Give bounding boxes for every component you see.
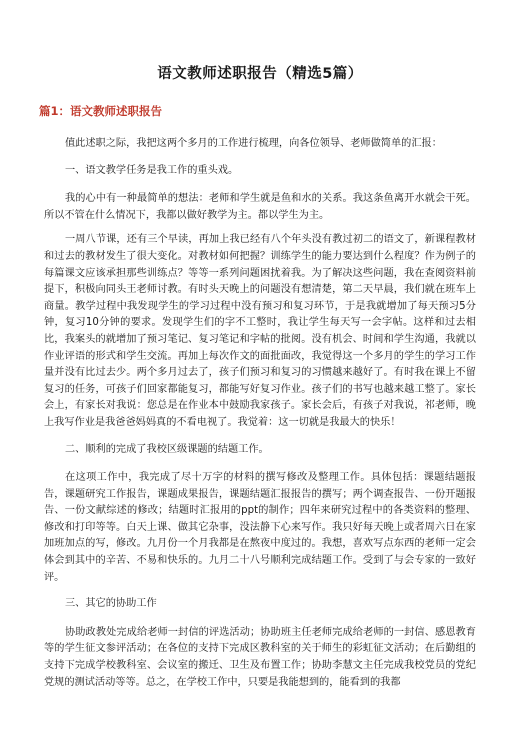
subheading-1: 一、语文教学任务是我工作的重头戏。 (65, 164, 239, 176)
body-paragraph-2: 一周八节课，还有三个早读，再加上我已经有八个年头没有教过初二的语文了，新课程教材和过去的教材发生了很大变化。对教材如何把握？训练学生的能力要达到什么程度？作为例子的每篇课文应该承担那些训练点？等等一系列问题困扰着我。为了解决这些问题，我在查阅资料前提下，积极向同头王老师讨教。有时头天晚上的问题没有想清楚，第二天早晨，我们就在班车上商量。教学过程中我发现学生的学习过程中没有预习和复习环节，于是我就增加了每天预习5分钟，复习10分钟的要求。发现学生们的字不工整时，我让学生每天写一会字帖。这样和过去相比，我案头的就增加了预习笔记、复习笔记和字帖的批阅。没有机会、时间和学生沟通，我就以作业评语的形式和学生交流。再加上每次作文的面批面改，我觉得这一个多月的学生的学习工作量并没有比过去少。两个多月过去了，孩子们预习和复习的习惯越来越好了。有时我在课上不留复习的任务，可孩子们回家都能复习，都能写好复习作业。孩子们的书写也越来越工整了。家长会上，有家长对我说：您总是在作业本中鼓励我家孩子。家长会后，有孩子对我说，祁老师，晚上我写作业是我爸爸妈妈真的不看电视了。我觉着：这一切就是我最大的快乐！ (44, 234, 476, 428)
section-heading: 篇1：语文教师述职报告 (39, 104, 163, 118)
intro-paragraph: 值此述职之际，我把这两个多月的工作进行梳理，向各位领导、老师做简单的汇报： (65, 138, 442, 149)
body-paragraph-1: 我的心中有一种最简单的想法：老师和学生就是鱼和水的关系。我这条鱼离开水就会干死。所以不管在什么情况下，我都以做好教学为主。都以学生为主。 (44, 193, 476, 221)
subheading-2: 二、顺利的完成了我校区级课题的结题工作。 (65, 443, 269, 455)
document-title: 语文教师述职报告（精选5篇） (157, 66, 363, 82)
body-paragraph-3: 在这项工作中，我完成了尽十万字的材料的撰写修改及整理工作。具体包括：课题结题报告，课题研究工作报告，课题成果报告，课题结题汇报报告的撰写；两个调查报告、一份开题报告、一份文献综述的修改；结题时汇报用的ppt的制作；四年来研究过程中的各类资料的整理、修改和打印等等。白天上课、做其它杂事，没法静下心来写作。我只好每天晚上或者周六日在家加班加点的写，修改。九月份一个月我都是在熬夜中度过的。我想，喜欢写点东西的老师一定会体会到其中的辛苦、不易和快乐的。九月二十八号顺利完成结题工作。受到了与会专家的一致好评。 (44, 472, 476, 583)
body-paragraph-4: 协助政教处完成给老师一封信的评选活动；协助班主任老师完成给老师的一封信、感恩教育等的学生征文参评活动；在各位的支持下完成区教科室的关于师生的彩虹征文活动；在后勤组的支持下完成学校教科室、会议室的搬迁、卫生及布置工作；协助李慧文主任完成我校党员的党纪党规的测试活动等等。总之，在学校工作中，只要是我能想到的，能看到的我都 (44, 626, 476, 688)
subheading-3: 三、其它的协助工作 (65, 598, 157, 610)
